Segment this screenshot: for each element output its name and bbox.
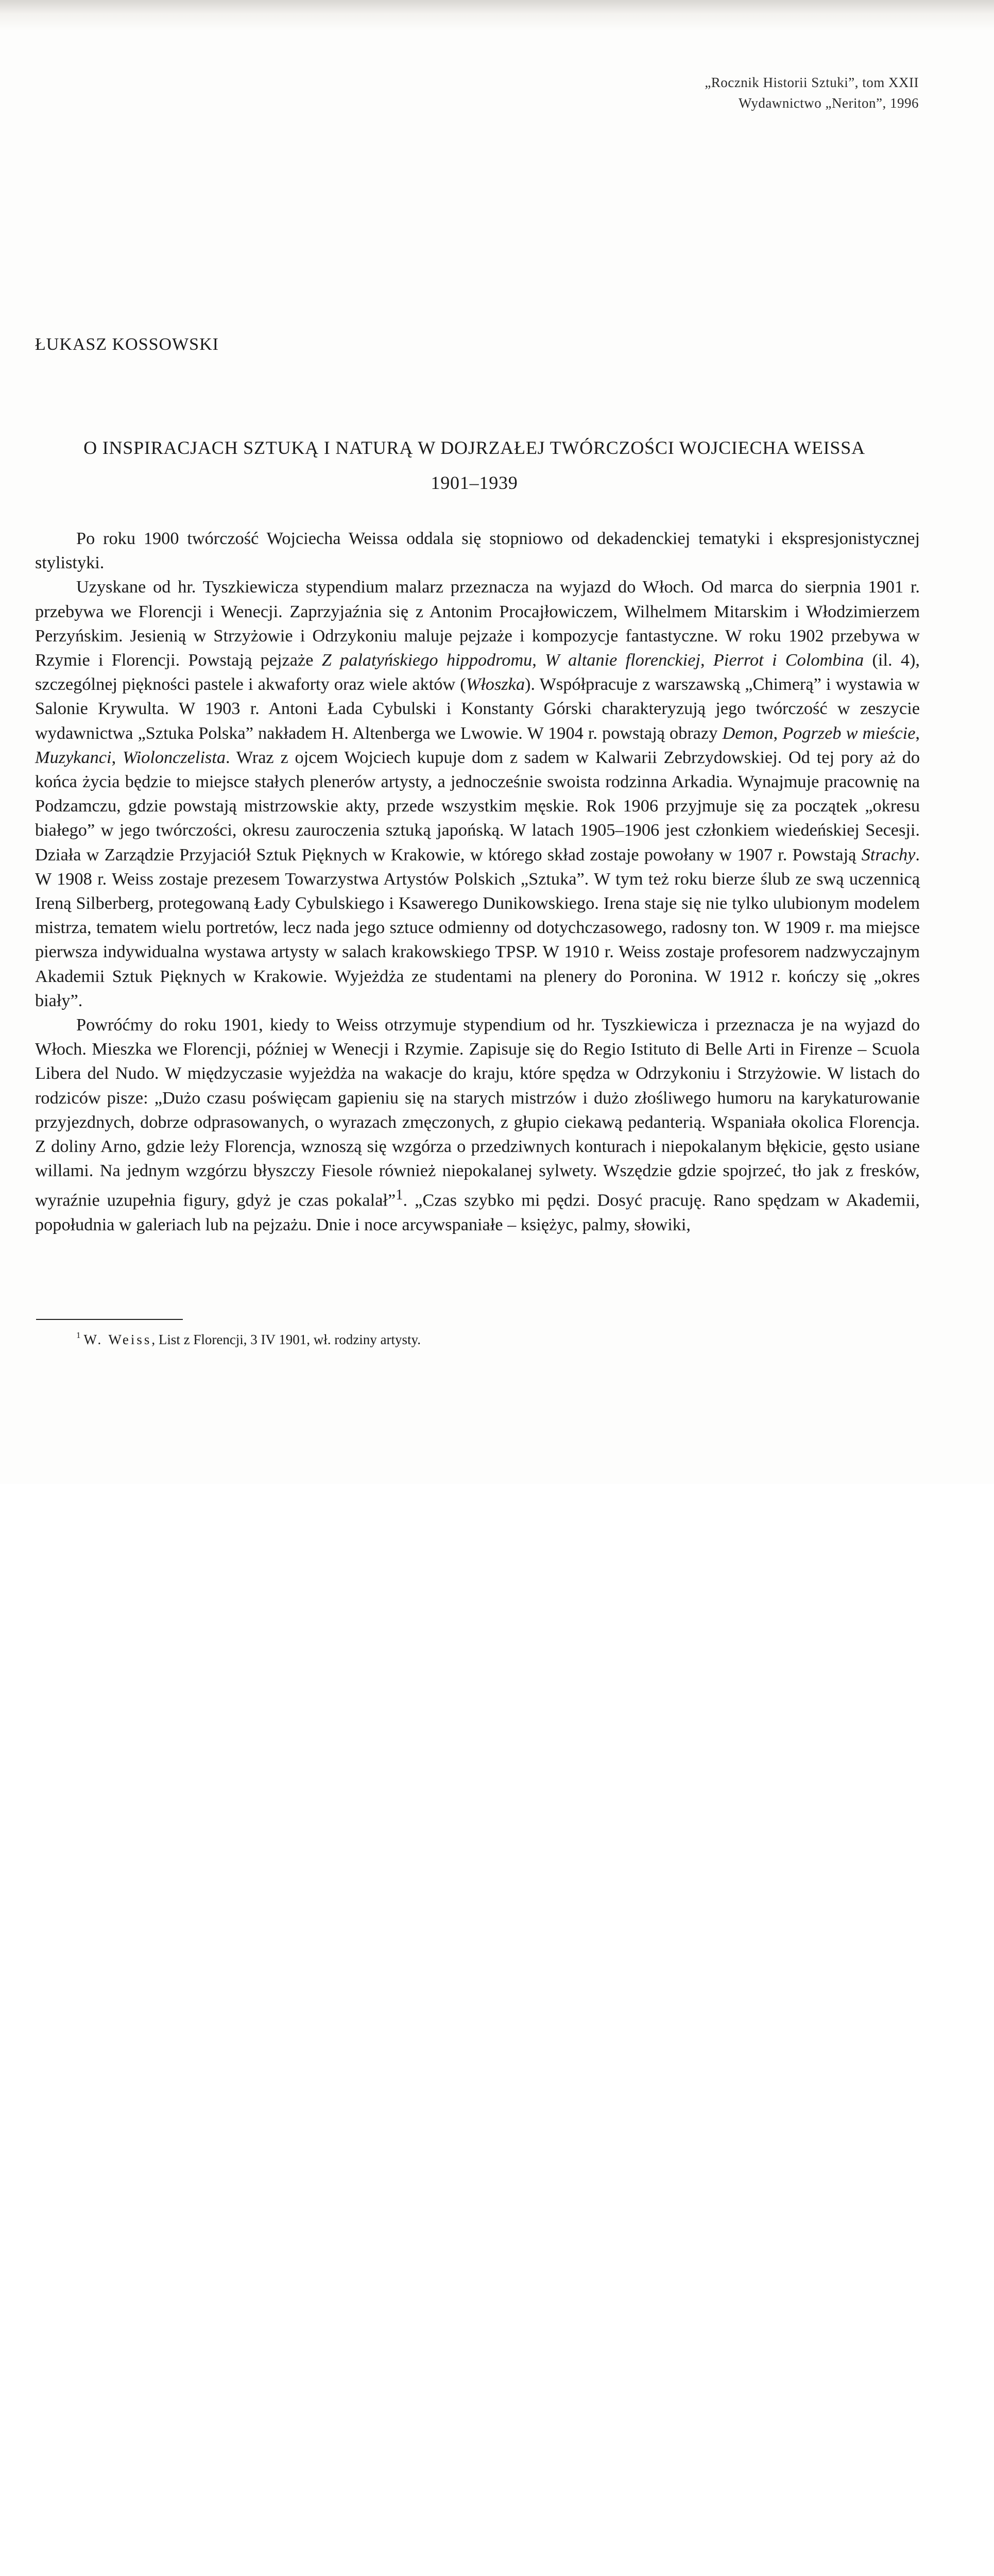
- text-run: . „Czas szybko mi pędzi. Dosyć pracuję. Rano spędzam w Akademii, popołudnia w galeriach lub na pejzażu. Dnie i noce arcywspaniałe – księżyc, palmy, słowiki,: [35, 1190, 920, 1235]
- artwork-title: W altanie florenckiej: [545, 650, 700, 670]
- footnote-rule: [36, 1319, 183, 1320]
- article-body: [35, 527, 920, 1237]
- text-run: Powróćmy do roku 1901, kiedy to Weiss otrzymuje stypendium od hr. Tyszkiewicza i przeznacza je na wyjazd do Włoch. Mieszka we Florencji, później w Wenecji i Rzymie. Zapisuje się do Regio Istituto di Belle Arti in Firenze – Scuola Libera del Nudo. W międzyczasie wyjeżdża na wakacje do kraju, które spędza w Odrzykoniu i Strzyżowie. W listach do rodziców pisze: „Dużo czasu poświęcam gapieniu się na starych mistrzów i dużo złośliwego humoru na karykaturowanie przyjezdnych, dobrze odprasowanych, o wyrazach zmęczonych, z głupio ciekawą pedanterią. Wspaniała okolica Florencja. Z doliny Arno, gdzie leży Florencja, wznoszą się wzgórza o przedziwnych konturach i niepokalanym błękicie, gęsto usiane willami. Na jednym wzgórzu błyszczy Fiesole również niepokalanej sylwety. Wszędzie gdzie spojrzeć, tło jak z fresków, wyraźnie uzupełnia figury, gdyż je czas pokalał”: [35, 1015, 920, 1210]
- journal-line: „Rocznik Historii Sztuki”, tom XXII: [705, 75, 919, 90]
- paragraph: Po roku 1900 twórczość Wojciecha Weissa oddala się stopniowo od dekadenckiej tematyki i ekspresjonistycznej stylistyki.: [35, 529, 920, 573]
- article-title: [31, 430, 918, 500]
- scan-top-edge: [0, 0, 994, 31]
- text-run: ). Współpracuje z warszawską „Chimerą” i wystawia w Salonie Krywulta. W 1903 r. Antoni Łada Cybulski i Konstanty Górski charakteryzują jego twórczość w zeszycie wydawnictwa „Sztuka Polska” nakładem H. Altenberga we Lwowie. W 1904 r. powstają obrazy: [35, 674, 920, 743]
- artwork-title: Z palatyńskiego hippodromu: [321, 650, 533, 670]
- publisher-line: Wydawnictwo „Neriton”, 1996: [738, 95, 919, 111]
- text-run: . W 1908 r. Weiss zostaje prezesem Towarzystwa Artystów Polskich „Sztuka”. W tym też roku bierze ślub ze swą uczennicą Ireną Silberberg, protegowaną Łady Cybulskiego i Ksawerego Dunikowskiego. Irena staje się nie tylko ulubionym modelem mistrza, tematem wielu portretów, lecz nada jego sztuce odmienny od dotychczasowego, radosny ton. W 1909 r. ma miejsce pierwsza indywidualna wystawa artysty w salach krakowskiego TPSP. W 1910 r. Weiss zostaje profesorem nadzwyczajnym Akademii Sztuk Pięknych w Krakowie. Wyjeżdża ze studentami na plenery do Poronina. W 1912 r. kończy się „okres biały”.: [35, 844, 920, 1010]
- footnote-author: W. Weiss: [83, 1332, 152, 1347]
- artwork-title: Muzykanci: [35, 747, 112, 767]
- footnote-number: 1: [76, 1330, 81, 1340]
- paragraph: [35, 1013, 920, 1237]
- journal-header: [705, 72, 919, 113]
- text-run: ,: [111, 747, 123, 767]
- text-run: Uzyskane od hr. Tyszkiewicza stypendium malarz przeznacza na wyjazd do Włoch. Od marca do sierpnia 1901 r. przebywa we Florencji i Wenecji. Zaprzyjaźnia się z Antonim Procajłowiczem, Wilhelmem Mitarskim i Włodzimierzem Perzyńskim. Jesienią w Strzyżowie i Odrzykoniu maluje pejzaże i kompozycje fantastyczne. W roku 1902 przebywa w Rzymie i Florencji. Powstają pejzaże: [35, 577, 920, 670]
- text-run: ,: [915, 723, 920, 743]
- article-author: ŁUKASZ KOSSOWSKI: [35, 335, 219, 354]
- title-years: 1901–1939: [431, 472, 518, 493]
- artwork-title: Pogrzeb w mieście: [782, 723, 916, 743]
- text-run: (il. 4), szczególnej piękności pastele i akwaforty oraz wiele aktów (: [35, 650, 920, 694]
- footnote-ref: 1: [396, 1187, 403, 1204]
- artwork-title: Włoszka: [466, 674, 525, 694]
- text-run: . Wraz z ojcem Wojciech kupuje dom z sadem w Kalwarii Zebrzydowskiej. Od tej pory aż do końca życia będzie to miejsce stałych plenerów artysty, a jednocześnie swoista rodzinna Arkadia. Wynajmuje pracownię na Podzamczu, gdzie powstają mistrzowskie akty, przede wszystkim męskie. Rok 1906 przyjmuje się za początek „okresu białego” w jego twórczości, okresu zauroczenia sztuką japońską. W latach 1905–1906 jest członkiem wiedeńskiej Secesji. Działa w Zarządzie Przyjaciół Sztuk Pięknych w Krakowie, w którego skład zostaje powołany w 1907 r. Powstają: [35, 747, 920, 865]
- viewer-footer: [0, 1484, 994, 1549]
- footnote: [76, 1326, 421, 1350]
- footnote-text: , List z Florencji, 3 IV 1901, wł. rodziny artysty.: [151, 1332, 421, 1347]
- artwork-title: Wiolonczelista: [122, 747, 226, 767]
- paragraph: [35, 575, 920, 1013]
- text-run: ,: [773, 723, 783, 743]
- artwork-title: Strachy: [861, 844, 916, 865]
- title-line: O INSPIRACJACH SZTUKĄ I NATURĄ W DOJRZAŁEJ TWÓRCZOŚCI WOJCIECHA WEISSA: [83, 437, 865, 458]
- text-run: ,: [700, 650, 713, 670]
- text-run: ,: [532, 650, 545, 670]
- artwork-title: Demon: [722, 723, 774, 743]
- artwork-title: Pierrot i Colombina: [713, 650, 864, 670]
